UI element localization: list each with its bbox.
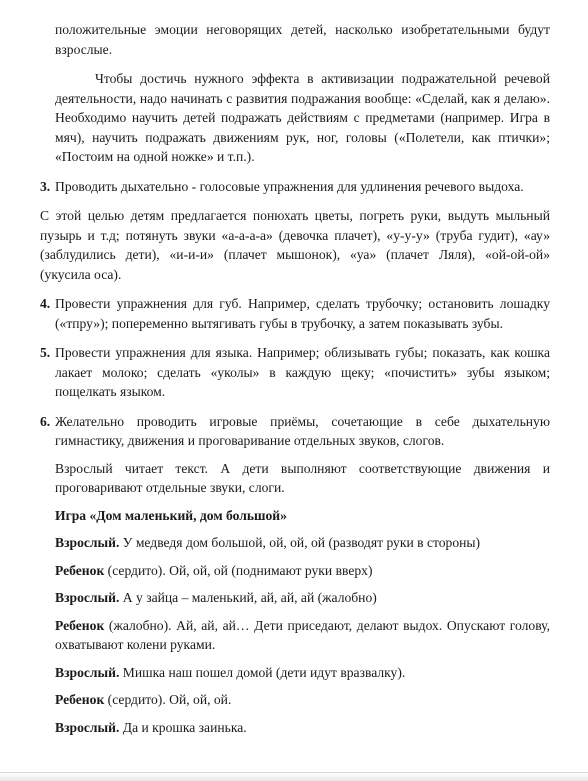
dialogue-line xyxy=(40,533,550,553)
list-number: 6. xyxy=(40,413,51,429)
list-item-5 xyxy=(40,343,550,402)
dialogue-text: А у зайца – маленький, ай, ай, ай (жалобно) xyxy=(119,590,377,605)
list-item-text: Провести упражнения для языка. Например; облизывать губы; показать, как кошка лакает молоко; сделать «уколы» в каждую щеку; «почистить» зубы языком; пощелкать языком. xyxy=(55,345,550,399)
speaker-label: Ребенок xyxy=(55,617,105,633)
speaker-label: Взрослый. xyxy=(55,664,120,680)
speaker-label: Взрослый. xyxy=(55,590,120,605)
speaker-label: Ребенок xyxy=(55,692,105,707)
dialogue-line xyxy=(40,588,550,608)
list-number: 5. xyxy=(40,345,51,360)
dialogue-text: Да и крошка заинька. xyxy=(119,719,247,735)
list-item-text: Провести упражнения для губ. Например, сделать трубочку; остановить лошадку («тпру»); попеременно вытягивать губы в трубочку, а затем показывать зубы. xyxy=(55,296,550,331)
list-item-text: Желательно проводить игровые приёмы, сочетающие в себе дыхательную гимнастику, движения и проговаривание отдельных звуков, слогов. xyxy=(55,413,550,448)
paragraph-emotions: положительные эмоции неговорящих детей, насколько изобретательными будут взрослые. xyxy=(55,22,550,57)
list-item-3 xyxy=(40,177,550,197)
dialogue-line xyxy=(40,718,550,738)
list-number: 3. xyxy=(40,178,51,194)
dialogue-line xyxy=(40,561,550,581)
speaker-label: Ребенок xyxy=(55,562,105,578)
document-body xyxy=(40,20,550,737)
list-number: 4. xyxy=(40,296,51,311)
paragraph-adult-reads: Взрослый читает текст. А дети выполняют соответствующие движения и проговаривают отдельные звуки, слоги. xyxy=(55,460,550,495)
dialogue-line xyxy=(40,690,550,710)
dialogue-text: Мишка наш пошел домой (дети идут вразвалку). xyxy=(119,664,406,680)
list-item-4 xyxy=(40,294,550,333)
game-title: Игра «Дом маленький, дом большой» xyxy=(55,507,287,523)
speaker-label: Взрослый. xyxy=(55,535,120,550)
paragraph-imitation: Чтобы достичь нужного эффекта в активизации подражательной речевой деятельности, надо начинать с развития подражания вообще: «Сделай, как я делаю». Необходимо научить детей подражать действиям с предметами (например. Игра в мяч), научить подражать движениям рук, ног, головы («Полетели, как птички»; «Постоим на одной ножке» и т.п.). xyxy=(55,71,550,164)
speaker-label: Взрослый. xyxy=(55,719,120,735)
list-item-6 xyxy=(40,412,550,451)
paragraph-breathing: С этой целью детям предлагается понюхать цветы, погреть руки, выдуть мыльный пузырь и т.д; потянуть звуки «а-а-а-а» (девочка плачет), «у-у-у» (труба гудит), «ау» (заблудились дети), «и-и-и» (плачет мышонок), «уа» (плачет Ляля), «ой-ой-ой» (укусила оса). xyxy=(40,208,550,282)
dialogue-text: У медведя дом большой, ой, ой, ой (разводят руки в стороны) xyxy=(119,535,481,550)
list-item-text: Проводить дыхательно - голосовые упражнения для удлинения речевого выдоха. xyxy=(55,178,524,194)
dialogue-text: (сердито). Ой, ой, ой. xyxy=(104,692,232,707)
dialogue-text: (жалобно). Ай, ай, ай… Дети приседают, делают выдох. Опускают голову, охватывают колени руками. xyxy=(55,617,550,652)
dialogue-text: (сердито). Ой, ой, ой (поднимают руки вверх) xyxy=(104,562,373,578)
dialogue-line xyxy=(40,616,550,655)
page-bottom-edge xyxy=(0,772,588,781)
dialogue-line xyxy=(40,663,550,683)
